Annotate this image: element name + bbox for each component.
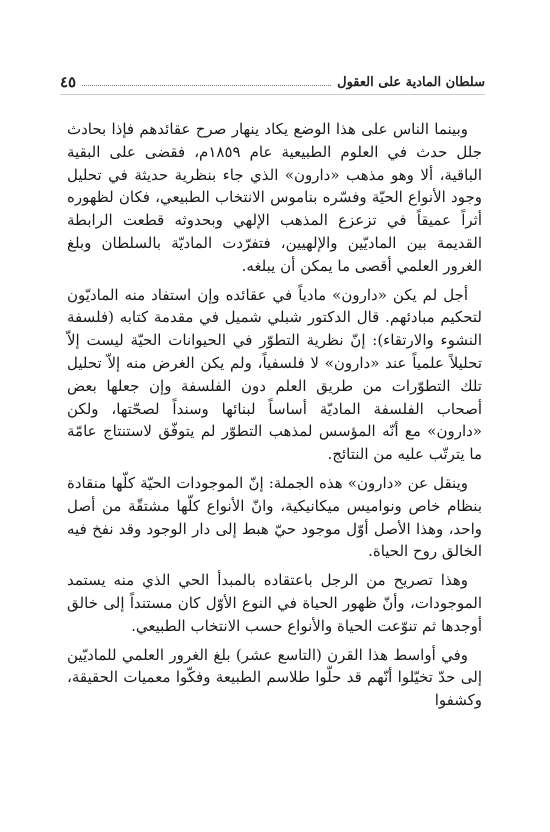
paragraph-3: وينقل عن «دارون» هذه الجملة: إنّ الموجودات الحيّة كلّها منقادة بنظام خاص ونواميس ميكانيكية، وانّ الأنواع كلّها مشتقّة من أصل واحد، وهذا الأصل أوّل موجود حيّ هبط إلى دار الوجود وقد نفخ فيه الخالق روح الحياة.: [67, 473, 482, 561]
body-text: [67, 118, 482, 718]
paragraph-1: وبينما الناس على هذا الوضع يكاد ينهار صرح عقائدهم فإذا بحادث جلل حدث في العلوم الطبيعية عام ١٨٥٩م، فقضى على البقية الباقية، ألا وهو مذهب «دارون» الذي جاء بنظرية حديثة في تحليل وجود الأنواع الحيّة وفسّره بناموس الانتخاب الطبيعي، فكان لظهوره أثراً عميقاً في تزعزع المذهب الإلهي وبحدوثه قطعت الرابطة القديمة بين الماديّين والإلهيين، فتفرّدت الماديّة بالسلطان وبلغ الغرور العلمي أقصى ما يمكن أن يبلغه.: [67, 120, 482, 275]
running-header-title: سلطان المادية على العقول: [337, 74, 485, 90]
header-leader-dots: [82, 85, 331, 86]
paragraph-5: وفي أواسط هذا القرن (التاسع عشر) بلغ الغرور العلمي للماديّين إلى حدّ تخيّلوا أنّهم قد حلّوا طلاسم الطبيعة وفكّوا معميات الحقيقة، وكشفوا: [67, 645, 482, 710]
paragraph-4: وهذا تصريح من الرجل باعتقاده بالمبدأ الحي الذي منه يستمد الموجودات، وأنّ ظهور الحياة في النوع الأوّل كان مستنداً إلى خالق أوجدها ثم تنوّعت الحياة والأنواع حسب الانتخاب الطبيعي.: [67, 571, 482, 635]
paragraph-2: أجل لم يكن «دارون» مادياً في عقائده وإن استفاد منه الماديّون لتحكيم مبادئهم. قال الدكتور شبلي شميل في مقدمة كتابه (فلسفة النشوء والارتقاء): إنّ نظرية التطوّر في الحيوانات الحيّة ليست إلاّ تحليلاً علمياً عند «دارون» لا فلسفياً، ولم يكن الغرض منه إلاّ تحليل تلك التطوّرات من طريق العلم دون الفلسفة وإن جعلها بعض أصحاب الفلسفة الماديّة أساساً لبنائها وسنداً لصحّتها، ولكن «دارون» مع أنّه المؤسس لمذهب التطوّر لم يتوفّق لاستنتاج عامّة ما يترتّب عليه من النتائج.: [67, 285, 482, 464]
page-number: ٤٥: [60, 73, 77, 91]
running-header: [60, 70, 485, 95]
